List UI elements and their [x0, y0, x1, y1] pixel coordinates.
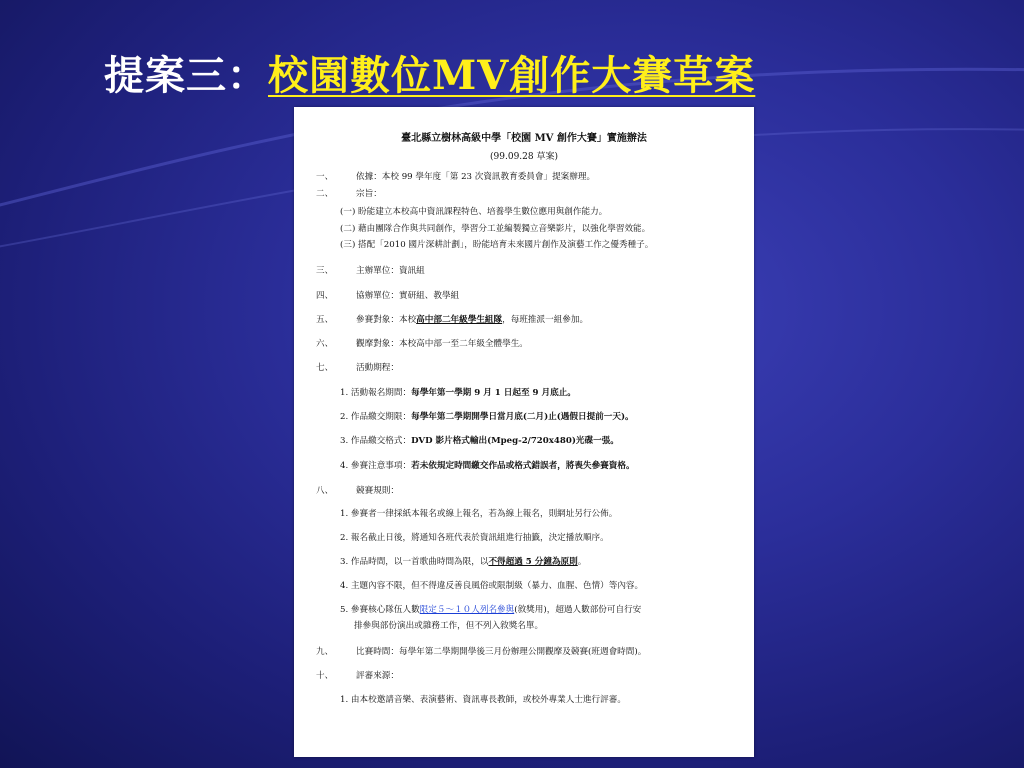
rule-item-text: 3. 作品時間，以一首歌曲時間為限，以 [340, 557, 489, 567]
rule-item-highlight: 限定５～１０人列名參與 [419, 605, 515, 615]
rule-item: 1. 參賽者一律採紙本報名或線上報名，若為線上報名，則網址另行公佈。 [340, 509, 618, 519]
section-2-item: (一) 盼能建立本校高中資訊課程特色、培養學生數位應用與創作能力。 [340, 207, 608, 217]
rule-item [340, 556, 586, 568]
section-1-text: 依據：本校 99 學年度「第 23 次資訊教育委員會」提案辦理。 [356, 172, 596, 182]
slide-title-prefix: 提案三： [104, 52, 268, 99]
section-4-text: 協辦單位：實研組、教學組 [356, 291, 460, 301]
section-3-number: 三、 [316, 266, 334, 276]
section-10-number: 十、 [316, 671, 334, 681]
section-5-emphasis: 高中部二年級學生組隊 [416, 315, 503, 325]
schedule-item-value: DVD 影片格式輸出(Mpeg-2/720x480)光碟一張。 [411, 436, 619, 446]
section-2-number: 二、 [316, 189, 334, 199]
section-7-number: 七、 [316, 363, 334, 373]
schedule-item-value: 每學年第一學期 9 月 1 日起至 9 月底止。 [411, 388, 576, 398]
rule-item-text: 。 [577, 557, 587, 567]
section-2-text: 宗旨： [356, 189, 382, 199]
section-7-text: 活動期程： [356, 363, 399, 373]
schedule-item [340, 460, 635, 472]
slide-title [104, 44, 755, 108]
schedule-item-label: 1. 活動報名期間： [340, 388, 412, 398]
schedule-item-label: 2. 作品繳交期限： [340, 412, 412, 422]
section-2-item: (三) 搭配「2010 國片深耕計劃」，盼能培育未來國片創作及演藝工作之優秀種子。 [340, 240, 654, 250]
document-title: 臺北縣立樹林高級中學「校園 MV 創作大賽」實施辦法 [401, 133, 647, 144]
section-2-item: (二) 藉由團隊合作與共同創作，學習分工並編製獨立音樂影片，以強化學習效能。 [340, 224, 651, 234]
section-6-number: 六、 [316, 339, 334, 349]
section-5-text-pre: 參賽對象：本校 [356, 315, 417, 325]
rule-item-continuation: 排參與部份演出或雜務工作，但不列入敘獎名單。 [354, 621, 544, 631]
schedule-item [340, 387, 576, 399]
section-5-text [356, 314, 588, 326]
section-8-number: 八、 [316, 486, 334, 496]
slide-title-main: 校園數位MV創作大賽草案 [268, 52, 756, 99]
section-10-text: 評審來源： [356, 671, 399, 681]
rule-item [340, 604, 641, 616]
section-3-text: 主辦單位：資訊組 [356, 266, 425, 276]
section-8-text: 競賽規則： [356, 486, 399, 496]
schedule-item-label: 4. 參賽注意事項： [340, 461, 412, 471]
section-6-text: 觀摩對象：本校高中部一至二年級全體學生。 [356, 339, 528, 349]
rule-item: 4. 主題內容不限，但不得違反善良風俗或限制級（暴力、血腥、色情）等內容。 [340, 581, 644, 591]
rule-item-emphasis: 不得超過 5 分鐘為原則 [488, 557, 578, 567]
section-1-number: 一、 [316, 172, 334, 182]
document-date: (99.09.28 草案) [490, 152, 558, 162]
judge-item: 1. 由本校邀請音樂、表演藝術、資訊專長教師，或校外專業人士進行評審。 [340, 695, 626, 705]
schedule-item [340, 411, 634, 423]
section-5-text-post: ，每班推派一組參加。 [502, 315, 589, 325]
section-9-number: 九、 [316, 647, 334, 657]
schedule-item-label: 3. 作品繳交格式： [340, 436, 412, 446]
schedule-item-value: 若未依規定時間繳交作品或格式錯誤者，將喪失參賽資格。 [411, 461, 635, 471]
document-page [294, 107, 754, 757]
section-9-text: 比賽時間：每學年第二學期開學後三月份辦理公開觀摩及競賽(班週會時間)。 [356, 647, 647, 657]
schedule-item [340, 435, 619, 447]
section-5-number: 五、 [316, 315, 334, 325]
section-4-number: 四、 [316, 291, 334, 301]
rule-item: 2. 報名截止日後，將通知各班代表於資訊組進行抽籤，決定播放順序。 [340, 533, 609, 543]
rule-item-text: (敘獎用)，超過人數部份可自行安 [514, 605, 642, 615]
rule-item-text: 5. 參賽核心隊伍人數 [340, 605, 420, 615]
schedule-item-value: 每學年第二學期開學日當月底(二月)止(遇假日提前一天)。 [411, 412, 634, 422]
